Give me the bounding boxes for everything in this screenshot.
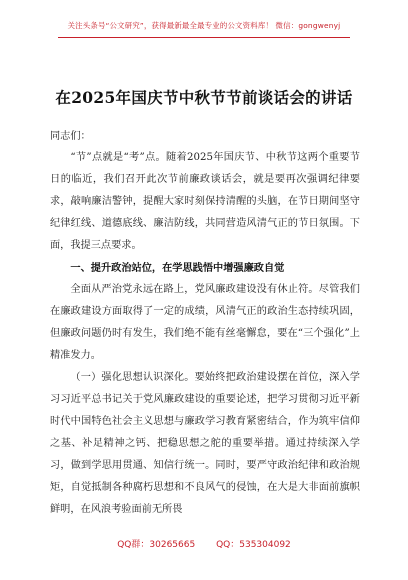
header-divider [58, 37, 350, 38]
section-heading-1: 一、提升政治站位，在学思践悟中增强廉政自觉 [70, 262, 285, 274]
salutation: 同志们： [50, 131, 91, 142]
footer-qq: QQ：535304092 [216, 540, 291, 550]
footer-qq-group: QQ群：30265665 [117, 540, 196, 550]
header-banner: 关注头条号“公文研究”，获得最新最全最专业的公文资料库！ 微信：gongwenyj [67, 21, 341, 30]
paragraph-subsection-1: （一）强化思想认识深化。要始终把政治建设摆在首位，深入学习习近平总书记关于党风廉政建设的重要论述，把学习贯彻习近平新时代中国特色社会主义思想与廉政学习教育紧密结合，作为筑牢信仰之基、补足精神之钙、把稳思想之舵的重要举措。通过持续深入学习，做到学思用贯通、知信行统一。同时，要严守政治纪律和政治规矩，自觉抵制各种腐朽思想和不良风气的侵蚀，在大是大非面前旗帜鲜明，在风浪考验面前无所畏 [50, 372, 360, 515]
footer-banner [0, 537, 408, 550]
paragraph-intro: “节”点就是“考”点。随着2025年国庆节、中秋节这两个重要节日的临近，我们召开此次节前廉政谈话会，就是要再次强调纪律要求，敲响廉洁警钟，提醒大家时刻保持清醒的头脑，在节日期间坚守纪律红线、道德底线、廉洁防线，共同营造风清气正的节日氛围。下面，我提三点要求。 [50, 152, 360, 251]
document-title: 在2025年国庆节中秋节节前谈话会的讲话 [55, 88, 353, 107]
paragraph-section-1: 全面从严治党永远在路上，党风廉政建设没有休止符。尽管我们在廉政建设方面取得了一定的成绩，风清气正的政治生态持续巩固，但廉政问题仍时有发生，我们绝不能有丝毫懈怠，要在“三个强化”上精准发力。 [50, 284, 360, 361]
document-body [50, 147, 360, 521]
